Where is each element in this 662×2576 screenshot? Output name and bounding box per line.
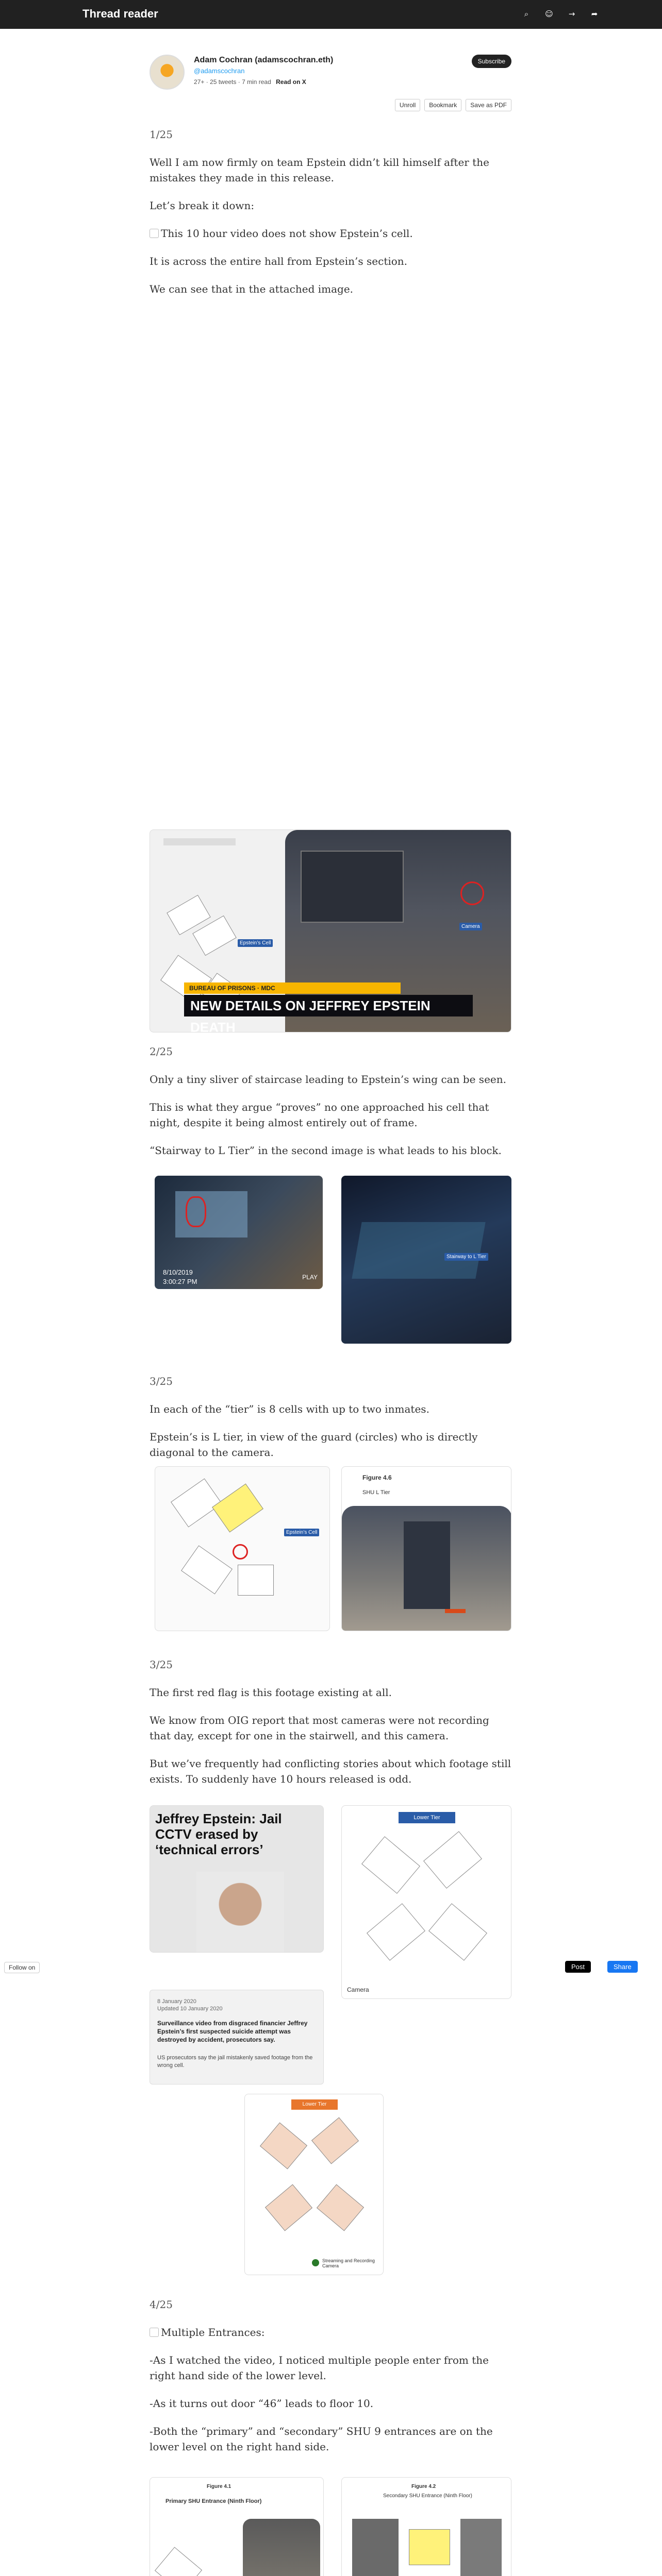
subscribe-button[interactable]: Subscribe [472,55,511,68]
tweet-text: We know from OIG report that most cameras were not recording that day, except for one in the stairwell, and this camera. [150,1714,489,1742]
floorplan-room [155,2547,202,2576]
camera-caption: Camera [347,1986,369,1993]
cell-label: Epstein’s Cell [238,939,273,947]
camera-legend-icon [312,2259,319,2266]
tweet-text: The first red flag is this footage existing at all. [150,1686,392,1699]
tweet-text: This is what they argue “proves” no one approached his cell that night, despite it being almost entirely out of frame. [150,1101,489,1129]
tweet-1 [150,127,511,309]
news-banner: NEW DETAILS ON JEFFREY EPSTEIN DEATH [184,995,473,1016]
map-header: Lower Tier [399,1812,455,1823]
brand-logo[interactable]: Thread reader [82,7,158,20]
author-meta: 27+ · 25 tweets · 7 min read Read on X [194,78,306,86]
highlight-circle [186,1196,206,1227]
tweet-number: 4/25 [150,2298,173,2311]
tweet-text: This 10 hour video does not show Epstein’s cell. [150,226,511,241]
news-caption-2: US prosecutors say the jail mistakenly saved footage from the wrong cell. [157,2055,313,2069]
tweet-3 [150,1374,511,1472]
figure-title: Figure 4.2 [411,2484,436,2489]
tweet-text: It is across the entire hall from Epstein’s section. [150,255,408,267]
tweet-image-entrance-2[interactable] [341,2477,511,2576]
image-header-bar [163,838,236,845]
thread-container [150,49,511,116]
stairway-area [352,1222,485,1279]
news-subbanner: BUREAU OF PRISONS · MDC [184,982,401,994]
tweet-5 [150,2297,511,2467]
camera-date: 8/10/2019 [163,1268,193,1276]
corridor-depth [404,1521,450,1609]
tweet-text: Only a tiny sliver of staircase leading to Epstein’s wing can be seen. [150,1073,506,1086]
tweet-number: 1/25 [150,128,173,141]
tweet-image-entrance-1[interactable] [150,2477,324,2576]
window-frame [301,851,404,923]
map-title: Lower Tier [291,2099,338,2110]
read-time: 7 min read [242,78,271,86]
floorplan-room [311,2117,359,2164]
unroll-button[interactable]: Unroll [395,99,420,111]
figure-title: Figure 4.6 [362,1474,392,1481]
stairway-label: Stairway to L Tier [444,1253,488,1261]
map-legend: Streaming and Recording Camera [322,2258,375,2268]
figure-subtitle: Secondary SHU Entrance (Ninth Floor) [383,2493,472,2499]
tweet-image-camera-2[interactable] [341,1176,511,1344]
tweet-image-map-news[interactable] [150,829,511,1032]
tweet-text: But we’ve frequently had conflicting stories about which footage still exists. To suddenly have 10 hours released is odd. [150,1757,511,1785]
sign-in-icon[interactable]: → [568,9,575,19]
tweet-text: Epstein’s is L tier, in view of the guard (circles) who is directly diagonal to the camera. [150,1431,478,1459]
tweet-image-news-article[interactable] [150,1805,324,1953]
tweet-number: 3/25 [150,1658,173,1671]
tweet-text: Multiple Entrances: [150,2325,511,2340]
top-navbar [0,0,662,29]
tweet-text: -As it turns out door “46” leads to floor 10. [150,2397,374,2410]
cell-label: Epstein’s Cell [284,1529,319,1536]
tweet-text: We can see that in the attached image. [150,283,354,295]
floorplan-room [260,2123,307,2170]
floorplan-room [265,2184,312,2231]
floorplan-room [361,1836,420,1893]
floorplan-room-highlight [212,1483,263,1532]
camera-play-label: PLAY [302,1274,318,1281]
user-icon[interactable]: ☺ [545,9,553,19]
camera-label: Camera [459,923,482,930]
tweet-image-floorplan[interactable] [155,1466,330,1631]
figure-subtitle: SHU L Tier [362,1489,390,1496]
tweet-4 [150,1657,511,1799]
thread-actions [395,99,511,111]
floorplan-room [317,2184,364,2231]
floorplan-room [367,1903,425,1960]
tweet-text: -As I watched the video, I noticed multiple people enter from the right hand side of the lower level. [150,2354,489,2382]
floorplan-room [181,1545,233,1594]
floorplan-room [238,1565,274,1596]
tweet-count: 25 tweets [210,78,237,86]
entrance-photo [460,2519,502,2576]
tweet-image-camera-map[interactable] [244,2094,384,2275]
floorplan-room-highlight [409,2529,450,2565]
author-name[interactable]: Adam Cochran (adamscochran.eth) [194,56,334,64]
entrance-photo [243,2519,320,2576]
avatar[interactable] [150,55,185,90]
author-header [150,49,511,116]
floorplan-room [428,1903,487,1960]
guard-circle [233,1544,248,1560]
number-1-icon [150,2328,159,2337]
floorplan-room [171,1478,222,1527]
tweet-text: Well I am now firmly on team Epstein didn’t kill himself after the mistakes they made in this release. [150,156,489,184]
tweet-text: Let’s break it down: [150,199,255,212]
replies-count: 27+ [194,78,205,86]
read-on-x-link[interactable]: Read on X [276,78,306,86]
search-icon[interactable]: ⌕ [524,9,529,19]
figure-title: Figure 4.1 [207,2484,231,2489]
follow-on-x-button[interactable]: Follow on [4,1962,40,1973]
share-icon[interactable]: ➦ [591,9,598,19]
tweet-image-camera-1[interactable] [155,1176,323,1289]
news-caption: Surveillance video from disgraced financier Jeffrey Epstein’s first suspected suicide attempt was destroyed by accident, prosecutors say. [157,2020,308,2043]
corridor-photo [342,1506,511,1631]
tweet-number: 3/25 [150,1375,173,1387]
facebook-share-button[interactable]: Share [607,1961,638,1973]
news-date: 8 January 2020 [157,1998,196,2005]
news-caption-card[interactable] [150,1990,324,2084]
tweet-number: 2/25 [150,1045,173,1058]
nav-icon-group [521,8,600,20]
tweet-image-figure[interactable] [341,1466,511,1631]
share-bar [0,1959,662,1976]
entrance-photo [352,2519,399,2576]
floorplan-room [423,1831,482,1888]
number-1-icon [150,229,159,238]
tweet-text: -Both the “primary” and “secondary” SHU 9 entrances are on the lower level on the right hand side. [150,2425,493,2453]
post-button[interactable]: Post [565,1961,591,1973]
portrait-photo [196,1872,284,1953]
news-headline: Jeffrey Epstein: Jail CCTV erased by ‘technical errors’ [155,1811,282,1857]
save-pdf-button[interactable]: Save as PDF [466,99,511,111]
author-handle[interactable]: @adamscochran [194,67,245,75]
camera-time: 3:00:27 PM [163,1278,197,1285]
guard-circle [460,882,484,905]
bookmark-button[interactable]: Bookmark [424,99,461,111]
tweet-text: In each of the “tier” is 8 cells with up to two inmates. [150,1403,429,1415]
floor-marker [445,1609,466,1613]
news-updated: Updated 10 January 2020 [157,2006,223,2012]
tweet-text: “Stairway to L Tier” in the second image is what leads to his block. [150,1144,502,1157]
tweet-2 [150,1044,511,1171]
figure-subtitle: Primary SHU Entrance (Ninth Floor) [166,2498,262,2504]
